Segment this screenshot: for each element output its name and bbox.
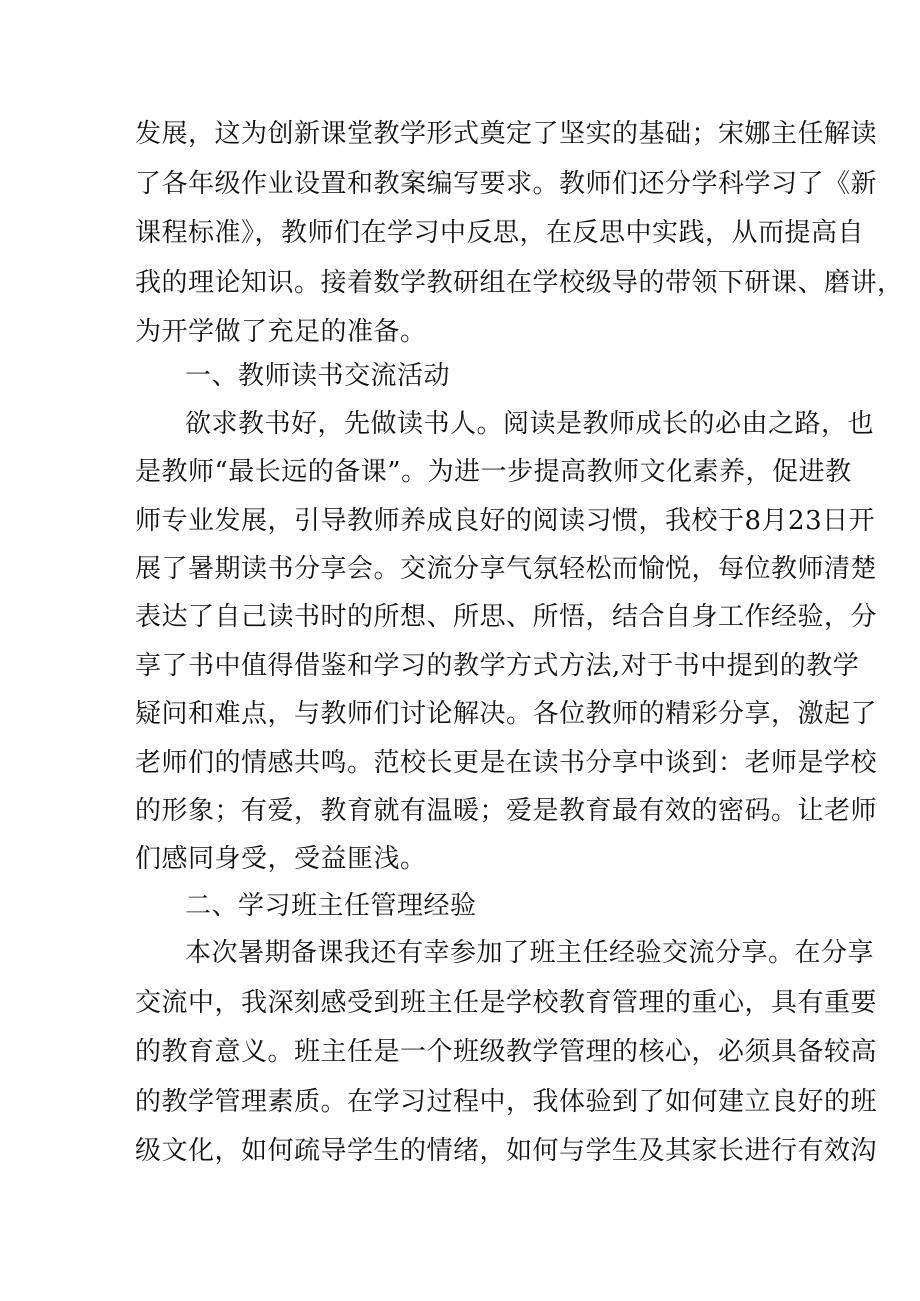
paragraph-line: 们感同身受，受益匪浅。: [135, 844, 427, 874]
paragraph-line: 师专业发展，引导教师养成良好的阅读习惯，我校于8月23日开: [135, 506, 876, 536]
paragraph-line: 课程标准》，教师们在学习中反思，在反思中实践，从而提高自: [135, 218, 865, 248]
paragraph-line: 的教学管理素质。在学习过程中，我体验到了如何建立良好的班: [135, 1087, 878, 1117]
paragraph-line: 为开学做了充足的准备。: [135, 317, 427, 347]
paragraph-line: 疑问和难点，与教师们讨论解决。各位教师的精彩分享，激起了: [135, 699, 878, 729]
paragraph-line: 老师们的情感共鸣。范校长更是在读书分享中谈到：老师是学校: [135, 748, 878, 778]
paragraph-line: 的教育意义。班主任是一个班级教学管理的核心，必须具备较高: [135, 1037, 878, 1067]
paragraph-line: 欲求教书好，先做读书人。阅读是教师成长的必由之路，也: [185, 409, 875, 439]
paragraph-line: 了各年级作业设置和教案编写要求。教师们还分学科学习了《新: [135, 169, 878, 199]
paragraph-line: 交流中，我深刻感受到班主任是学校教育管理的重心，具有重要: [135, 988, 878, 1018]
paragraph-line: 表达了自己读书时的所想、所思、所悟，结合自身工作经验，分: [135, 602, 878, 632]
paragraph-line: 享了书中值得借鉴和学习的教学方式方法,对于书中提到的教学: [135, 651, 860, 681]
paragraph-line: 本次暑期备课我还有幸参加了班主任经验交流分享。在分享: [185, 938, 875, 968]
paragraph-line: 发展，这为创新课堂教学形式奠定了坚实的基础；宋娜主任解读: [135, 119, 878, 149]
paragraph-line: 级文化，如何疏导学生的情绪，如何与学生及其家长进行有效沟: [135, 1136, 878, 1166]
paragraph-line: 我的理论知识。接着数学教研组在学校级导的带领下研课、磨讲，: [135, 268, 904, 298]
paragraph-line: 展了暑期读书分享会。交流分享气氛轻松而愉悦，每位教师清楚: [135, 554, 878, 584]
paragraph-line: 是教师“最长远的备课”。为进一步提高教师文化素养，促进教: [135, 457, 852, 487]
section-heading: 一、教师读书交流活动: [185, 361, 451, 391]
section-heading: 二、学习班主任管理经验: [185, 891, 477, 921]
paragraph-line: 的形象；有爱，教育就有温暖；爱是教育最有效的密码。让老师: [135, 796, 878, 826]
